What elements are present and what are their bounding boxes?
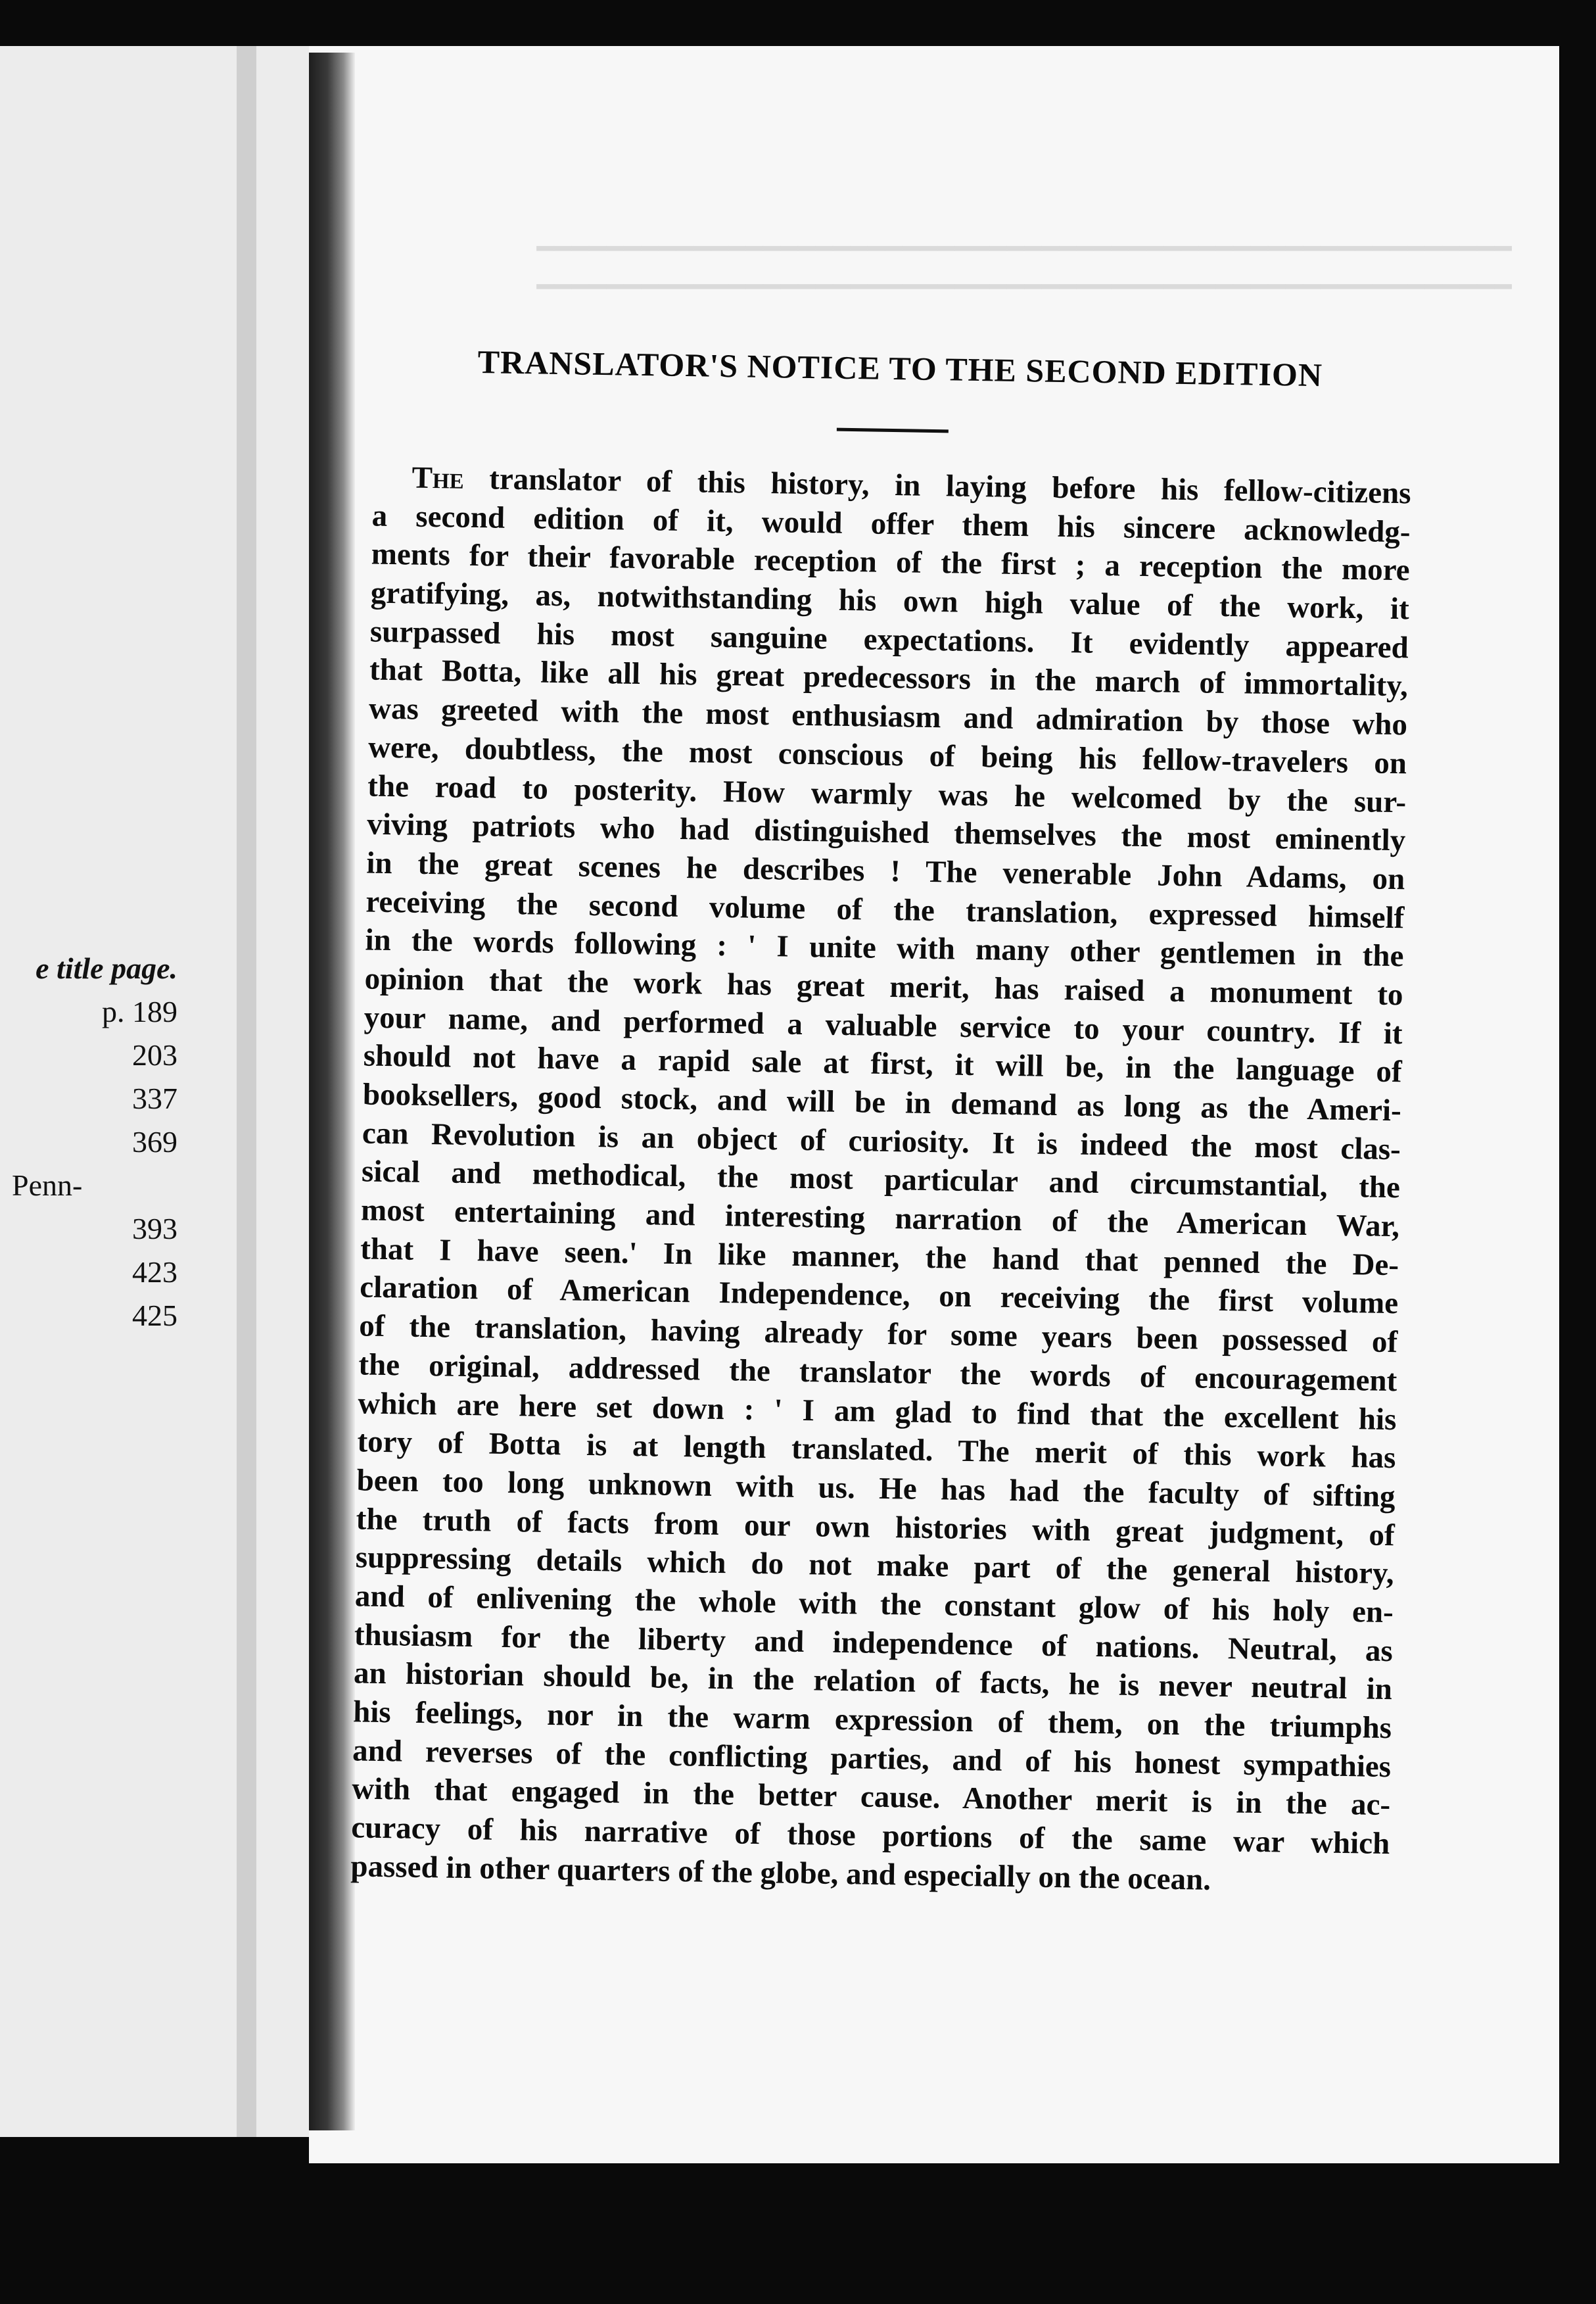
scan-bottom-edge: [0, 2163, 1596, 2304]
body-line: of the translation, having already for some years been possessed of: [358, 1308, 1398, 1360]
fore-edge-shadow: [1559, 46, 1596, 2304]
page-gap: [237, 46, 256, 2137]
body-line: viving patriots who had distinguished themselves the most eminently: [366, 807, 1406, 858]
body-line: your name, and performed a valuable service to your country. If it: [364, 1000, 1403, 1051]
body-line: with that engaged in the better cause. Another merit is in the ac-: [351, 1771, 1391, 1823]
toc-line: Penn-: [12, 1168, 83, 1202]
toc-line: p. 189: [102, 995, 177, 1028]
body-line: curacy of his narrative of those portions of the same war which: [351, 1810, 1390, 1861]
body-line: in the great scenes he describes ! The venerable John Adams, on: [366, 846, 1405, 897]
drop-word: The: [411, 460, 465, 496]
toc-line: 425: [132, 1299, 177, 1332]
toc-line: 393: [132, 1212, 177, 1245]
body-line: suppressing details which do not make part of the general history,: [355, 1540, 1395, 1591]
body-line: that Botta, like all his great predecessors in the march of immortality,: [369, 652, 1409, 704]
title-rule: [837, 428, 949, 433]
toc-line: e title page.: [35, 951, 177, 985]
body-line: been too long unknown with us. He has had the faculty of sifting: [356, 1463, 1396, 1514]
body-line: an historian should be, in the relation of facts, he is never neutral in: [353, 1656, 1393, 1707]
notice-text-block: [350, 334, 1413, 1902]
body-line: opinion that the work has great merit, has raised a monument to: [364, 961, 1403, 1013]
body-line: the road to posterity. How warmly was he welcomed by the sur-: [367, 769, 1407, 819]
toc-line: 423: [132, 1255, 177, 1289]
body-line: receiving the second volume of the translation, expressed himself: [365, 884, 1405, 935]
page-title: TRANSLATOR'S NOTICE TO THE SECOND EDITION: [477, 343, 1323, 394]
body-line: tory of Botta is at length translated. The merit of this work has: [357, 1424, 1396, 1476]
body-line: were, doubtless, the most conscious of being his fellow-travelers on: [367, 730, 1407, 781]
spine-shadow: [309, 53, 355, 2130]
toc-line: 337: [132, 1082, 177, 1115]
body-line: the original, addressed the translator the words of encouragement: [358, 1347, 1397, 1399]
body-line: gratifying, as, notwithstanding his own high value of the work, it: [370, 575, 1410, 627]
toc-line: 203: [132, 1038, 177, 1072]
body-line: should not have a rapid sale at first, it will be, in the language of: [363, 1038, 1403, 1090]
bleed-through-texture: ━━━━━━━━━━━━━━━━━━━━━━━━━━━━━━━━━━━━━━━━━━━━━━━━━━━━━━━━ ━━━━━━━━━━━━━━━━━━━━━━━━━━━━━━━━━━━━━━━━━━━━━━━━━━━━━━━━: [536, 233, 1512, 303]
body-line: which are here set down : ' I am glad to find that the excellent his: [358, 1385, 1397, 1437]
body-line: was greeted with the most enthusiasm and admiration by those who: [368, 691, 1408, 742]
toc-line: 369: [132, 1125, 177, 1159]
body-line: in the words following : ' I unite with many other gentlemen in the: [365, 923, 1404, 974]
body-line: that I have seen.' In like manner, the hand that penned the De-: [360, 1232, 1399, 1282]
body-line: most entertaining and interesting narration of the American War,: [360, 1193, 1400, 1244]
body-line: claration of American Independence, on receiving the first volume: [359, 1270, 1399, 1321]
body-line: passed in other quarters of the globe, and especially on the ocean.: [350, 1849, 1211, 1897]
body-line: sical and methodical, the most particular and circumstantial, the: [361, 1154, 1401, 1205]
body-line: the truth of facts from our own histories with great judgment, of: [356, 1501, 1395, 1552]
body-line: and of enlivening the whole with the constant glow of his holy en-: [354, 1579, 1394, 1630]
body-line: thusiasm for the liberty and independence of nations. Neutral, as: [354, 1617, 1394, 1668]
body-line: surpassed his most sanguine expectations. It evidently appeared: [369, 614, 1409, 665]
body-line: booksellers, good stock, and will be in demand as long as the Ameri-: [362, 1077, 1402, 1128]
body-line: ments for their favorable reception of the first ; a reception the more: [371, 537, 1411, 588]
left-page-contents-fragment: [0, 947, 177, 1337]
body-line: his feelings, nor in the warm expression of them, on the triumphs: [352, 1694, 1392, 1746]
body-line: a second edition of it, would offer them his sincere acknowledg-: [371, 498, 1411, 550]
body-line: can Revolution is an object of curiosity. It is indeed the most clas-: [362, 1116, 1401, 1166]
body-line: and reverses of the conflicting parties, and of his honest sympathies: [352, 1733, 1392, 1784]
body-line-text: translator of this history, in laying before his fellow-citizens: [463, 461, 1411, 511]
